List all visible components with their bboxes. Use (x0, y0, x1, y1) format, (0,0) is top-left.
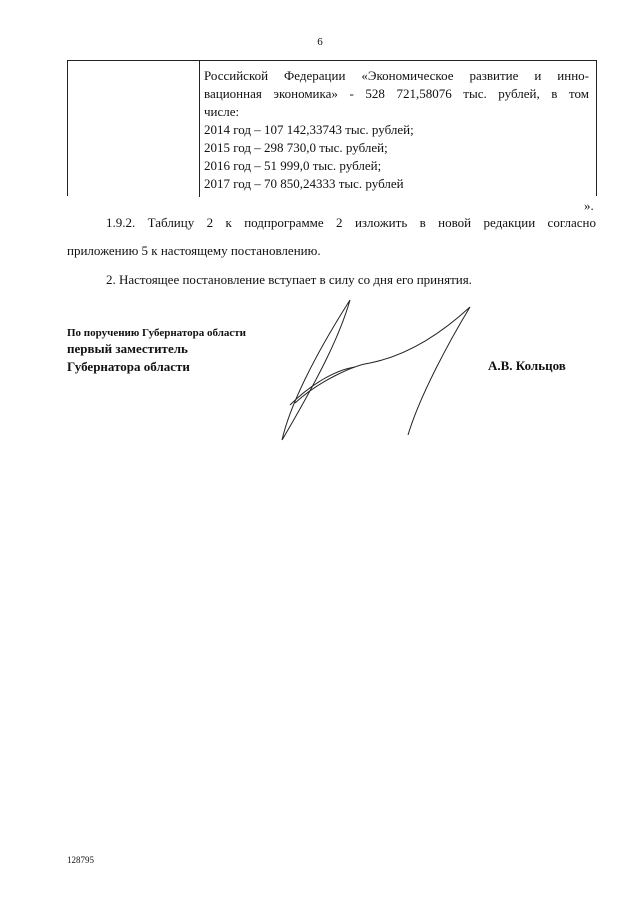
signatory-line3: Губернатора области (67, 359, 190, 374)
paragraph-2: 2. Настоящее постановление вступает в силу со дня его принятия. (106, 272, 472, 287)
page-number: 6 (317, 36, 323, 48)
table-line: числе: (204, 104, 240, 119)
closing-quote: ». (584, 198, 594, 213)
table-continuation (67, 60, 597, 196)
table-column-divider (199, 61, 200, 197)
table-line: 2017 год – 70 850,24333 тыс. рублей (204, 176, 404, 191)
signatory-name: А.В. Кольцов (488, 358, 566, 373)
paragraph-1-9-2-line1: 1.9.2. Таблицу 2 к подпрограмме 2 изложить в новой редакции согласно (106, 215, 596, 230)
table-line: Российской Федерации «Экономическое развитие и инно- (204, 68, 589, 83)
signatory-line2: первый заместитель (67, 341, 188, 356)
signatory-title (67, 326, 246, 376)
table-line: 2015 год – 298 730,0 тыс. рублей; (204, 140, 388, 155)
document-code: 128795 (67, 855, 94, 865)
paragraph-1-9-2-line2: приложению 5 к настоящему постановлению. (67, 243, 321, 258)
table-line: 2016 год – 51 999,0 тыс. рублей; (204, 158, 382, 173)
signatory-line1: По поручению Губернатора области (67, 327, 247, 339)
table-line: вационная экономика» - 528 721,58076 тыс. рублей, в том (204, 86, 589, 101)
table-line: 2014 год – 107 142,33743 тыс. рублей; (204, 122, 414, 137)
table-cell-funding (204, 67, 589, 193)
handwritten-signature (260, 285, 490, 445)
